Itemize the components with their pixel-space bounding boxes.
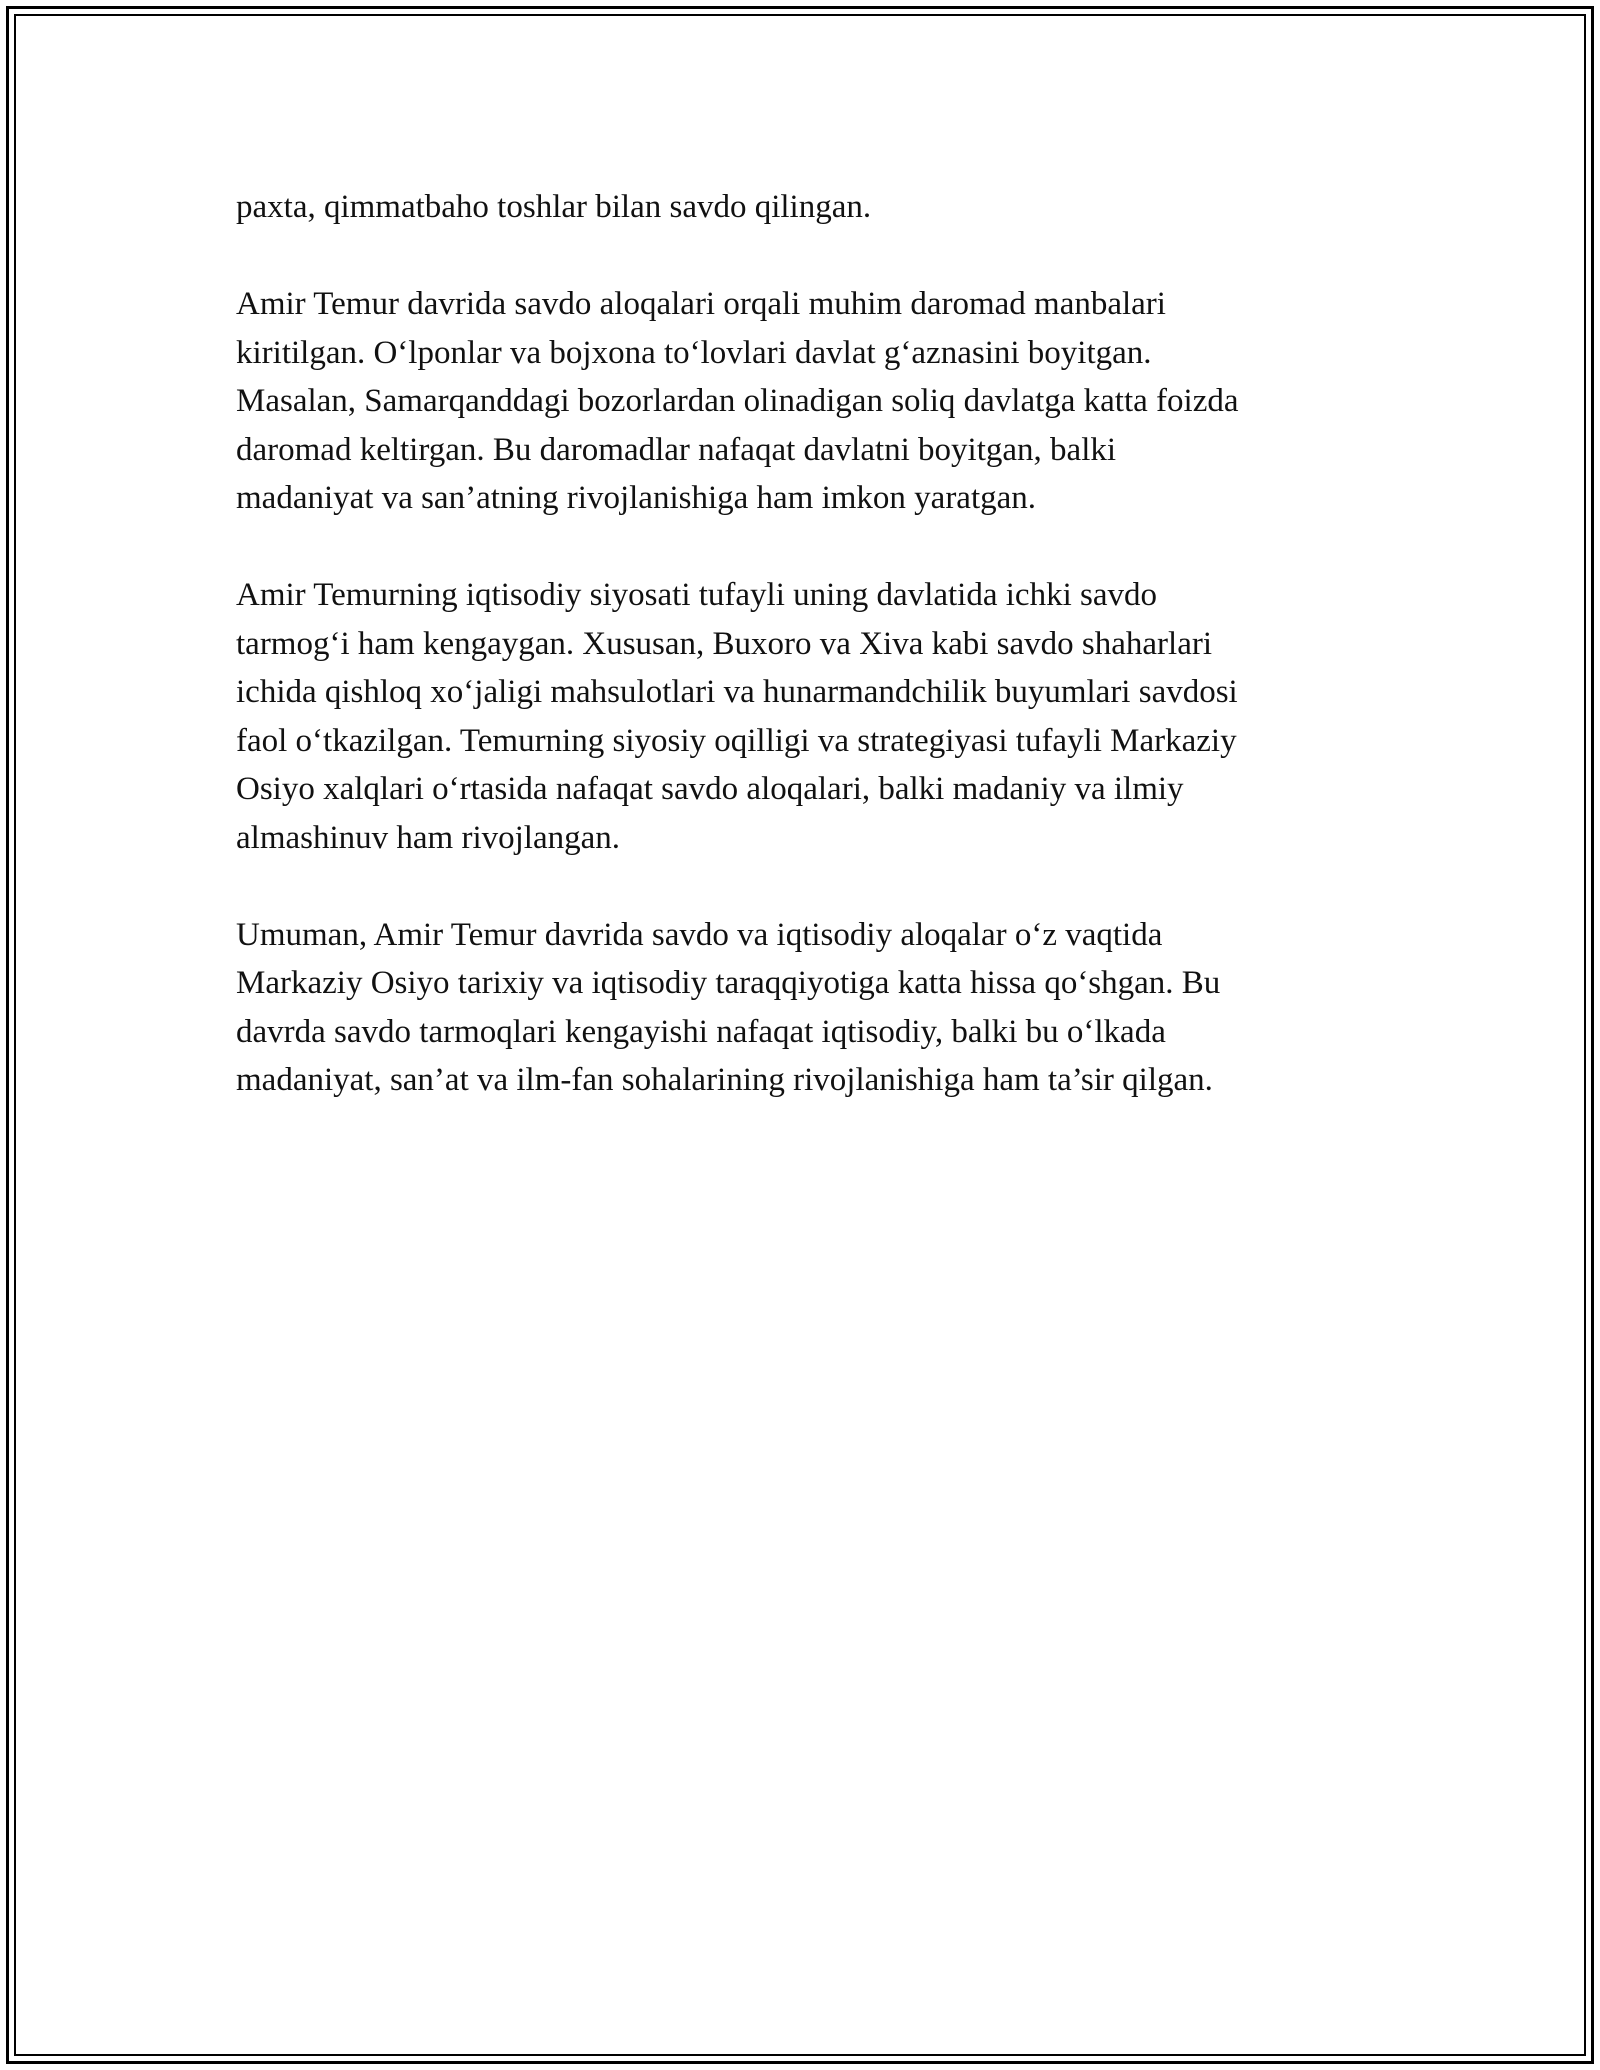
document-body <box>236 183 1366 1153</box>
paragraph-2: Amir Temur davrida savdo aloqalari orqali muhim daromad manbalari kiritilgan. O‘lponlar va bojxona to‘lovlari davlat g‘aznasini boyitgan. Masalan, Samarqanddagi bozorlardan olinadigan soliq davlatga katta foizda daromad keltirgan. Bu daromadlar nafaqat davlatni boyitgan, balki madaniyat va san’atning rivojlanishiga ham imkon yaratgan. <box>236 286 1239 516</box>
paragraph-4: Umuman, Amir Temur davrida savdo va iqtisodiy aloqalar o‘z vaqtida Markaziy Osiyo tarixiy va iqtisodiy taraqqiyotiga katta hissa qo‘shgan. Bu davrda savdo tarmoqlari kengayishi nafaqat iqtisodiy, balki bu o‘lkada madaniyat, san’at va ilm-fan sohalarining rivojlanishiga ham ta’sir qilgan. <box>236 916 1221 1098</box>
paragraph-1: paxta, qimmatbaho toshlar bilan savdo qilingan. <box>236 189 872 225</box>
paragraph-3: Amir Temurning iqtisodiy siyosati tufayli uning davlatida ichki savdo tarmog‘i ham kengaygan. Xususan, Buxoro va Xiva kabi savdo shaharlari ichida qishloq xo‘jaligi mahsulotlari va hunarmandchilik buyumlari savdosi faol o‘tkazilgan. Temurning siyosiy oqilligi va strategiyasi tufayli Markaziy Osiyo xalqlari o‘rtasida nafaqat savdo aloqalari, balki madaniy va ilmiy almashinuv ham rivojlangan. <box>236 577 1238 856</box>
